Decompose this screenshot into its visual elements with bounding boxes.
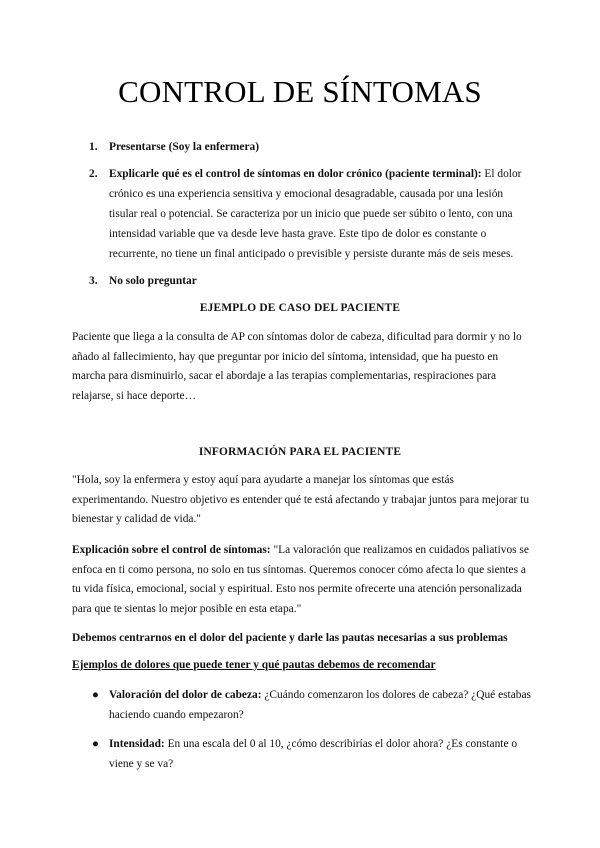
item-number: 1.	[89, 141, 98, 153]
item-bold-text: Presentarse (Soy la enfermera)	[109, 141, 260, 153]
examples-heading: Ejemplos de dolores que puede tener y qué pautas debemos de recomendar	[72, 659, 436, 671]
page-title: CONTROL DE SÍNTOMAS	[118, 74, 482, 109]
explanation-paragraph	[72, 541, 530, 619]
item-number: 2.	[89, 168, 98, 180]
focus-line: Debemos centrarnos en el dolor del paciente y darle las pautas necesarias a sus problemas	[72, 632, 508, 644]
item-number: 3.	[89, 275, 98, 287]
case-paragraph: Paciente que llega a la consulta de AP con síntomas dolor de cabeza, dificultad para dormir y no lo añado al fallecimiento, hay que preguntar por inicio del síntoma, intensidad, que ha puesto en marcha para disminuirlo, sacar el abordaje a las terapias complementarias, respiraciones para relajarse, si hace deporte…	[72, 331, 522, 402]
bullet-bold-text: Valoración del dolor de cabeza:	[109, 689, 262, 701]
info-heading: INFORMACIÓN PARA EL PACIENTE	[198, 446, 402, 458]
bullet-icon: ●	[92, 738, 99, 750]
item-bold-text: Explicarle qué es el control de síntomas en dolor crónico (paciente terminal):	[109, 168, 482, 180]
numbered-item-3	[89, 271, 529, 291]
bullet-text: En una escala del 0 al 10, ¿cómo describirías el dolor ahora? ¿Es constante o viene y se va?	[109, 738, 518, 770]
bullet-text: ¿Cuándo comenzaron los dolores de cabeza? ¿Qué estabas haciendo cuando empezaron?	[109, 689, 531, 721]
bullet-item-1	[92, 686, 532, 725]
bullet-bold-text: Intensidad:	[109, 738, 165, 750]
bullet-icon: ●	[92, 689, 99, 701]
case-heading: EJEMPLO DE CASO DEL PACIENTE	[199, 302, 401, 314]
explanation-bold: Explicación sobre el control de síntomas:	[72, 544, 271, 556]
item-text: El dolor crónico es una experiencia sensitiva y emocional desagradable, causada por una lesión tisular real o potencial. Se caracteriza por un inicio que puede ser súbito o lento, con una intensidad variable que va desde leve hasta grave. Este tipo de dolor es constante o recurrente, no tiene un final anticipado o previsible y persiste durante más de seis meses.	[109, 168, 522, 260]
numbered-item-2	[89, 164, 529, 264]
numbered-item-1	[89, 137, 529, 157]
bullet-item-2	[92, 735, 532, 774]
item-bold-text: No solo preguntar	[109, 275, 197, 287]
explanation-text: "La valoración que realizamos en cuidados paliativos se enfoca en ti como persona, no solo en tus síntomas. Queremos conocer cómo afecta lo que sientes a tu vida física, emocional, social y espiritual. Esto nos permite ofrecerte una atención personalizada para que te sientas lo mejor posible en esta etapa."	[72, 544, 529, 615]
info-quote-paragraph: "Hola, soy la enfermera y estoy aquí para ayudarte a manejar los síntomas que estás experimentando. Nuestro objetivo es entender qué te está afectando y trabajar juntos para mejorar tu bienestar y calidad de vida."	[72, 474, 530, 525]
